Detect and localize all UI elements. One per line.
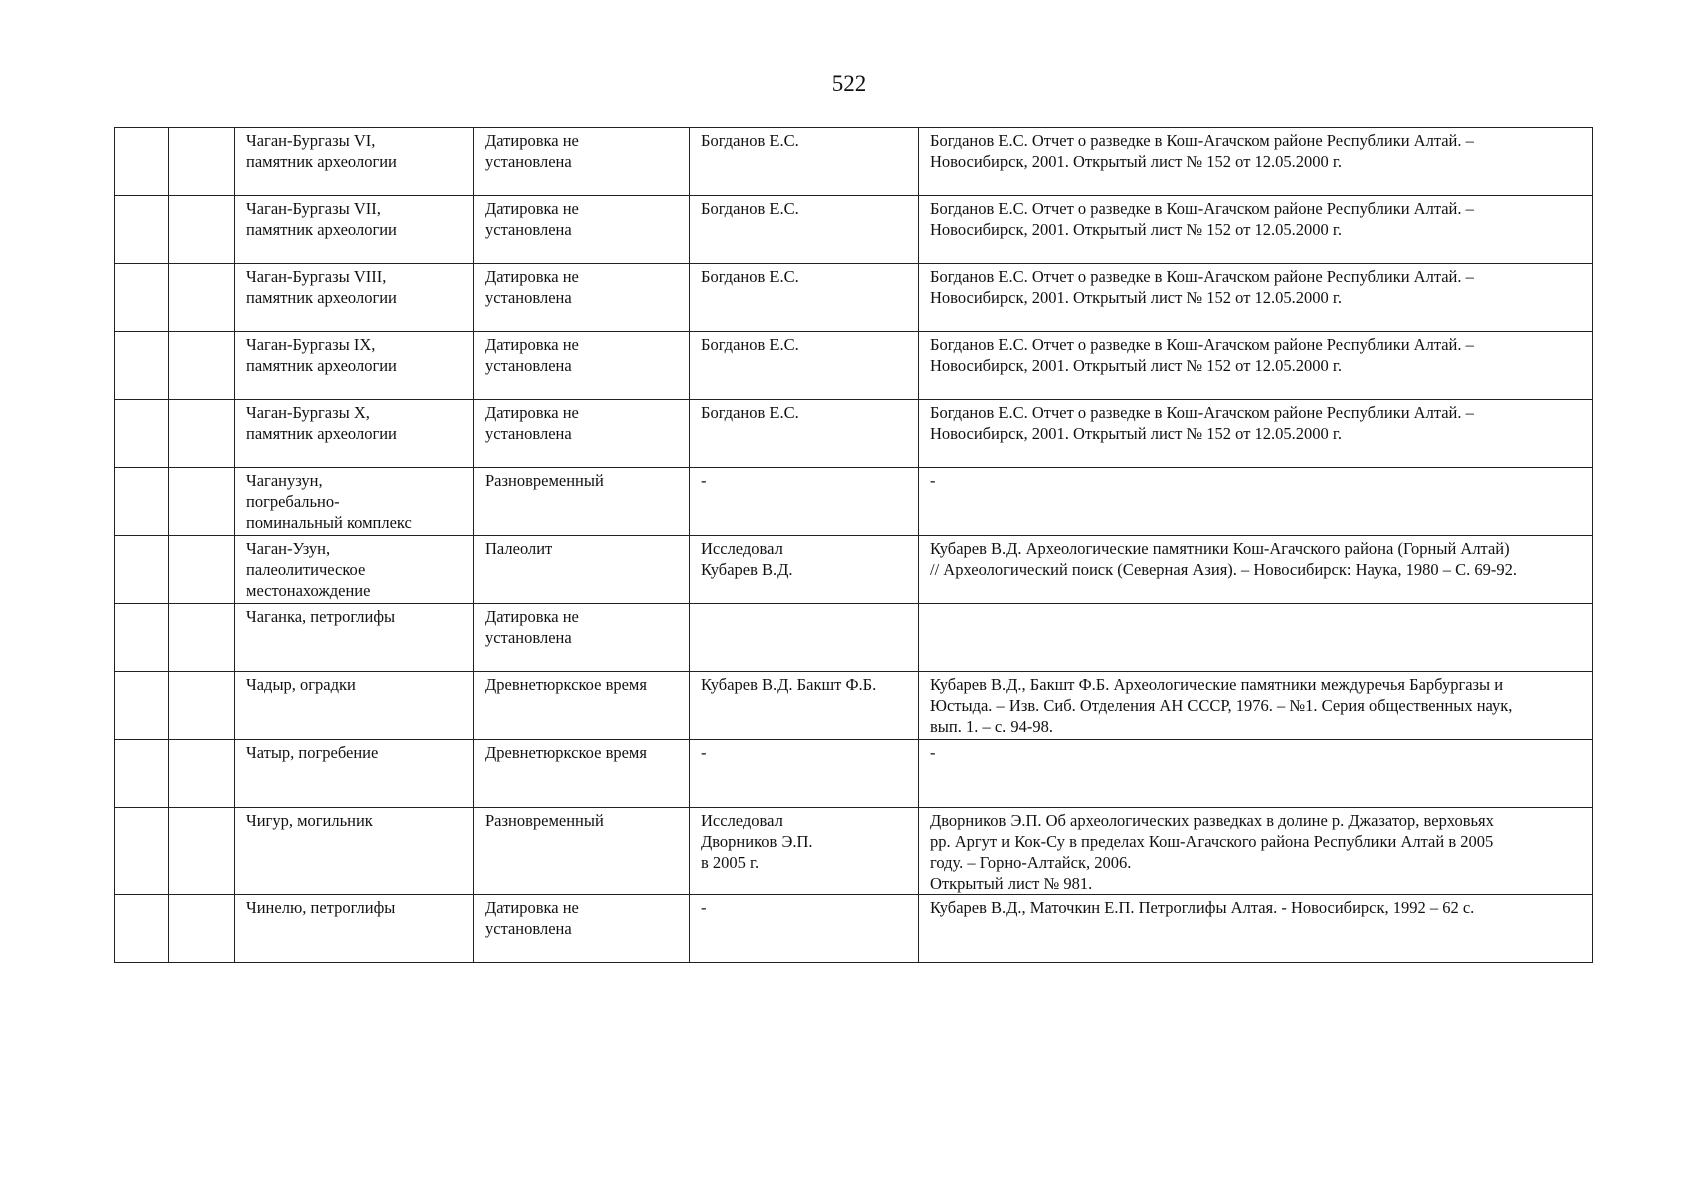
site-name-cell: Чинелю, петроглифы (235, 895, 474, 963)
number-cell (115, 332, 169, 400)
number-cell (115, 604, 169, 672)
table-row (115, 536, 1593, 604)
number-cell (115, 740, 169, 808)
dating-cell: Датировка не установлена (474, 895, 690, 963)
table-row (115, 895, 1593, 963)
source-cell: Дворников Э.П. Об археологических разведках в долине р. Джазатор, верховьях рр. Аргут и Кок-Су в пределах Кош-Агачского района Республики Алтай в 2005 году. – Горно-Алтайск, 2006. Открытый лист № 981. (919, 808, 1593, 895)
site-name-cell: Чаган-Бургазы IX, памятник археологии (235, 332, 474, 400)
table-row (115, 672, 1593, 740)
code-cell (169, 400, 235, 468)
number-cell (115, 468, 169, 536)
code-cell (169, 604, 235, 672)
number-cell (115, 536, 169, 604)
site-name-cell: Чаган-Бургазы X, памятник археологии (235, 400, 474, 468)
researcher-cell (690, 604, 919, 672)
site-name-cell: Чадыр, оградки (235, 672, 474, 740)
number-cell (115, 808, 169, 895)
code-cell (169, 128, 235, 196)
monuments-table (114, 127, 1593, 963)
source-cell: Богданов Е.С. Отчет о разведке в Кош-Агачском районе Республики Алтай. – Новосибирск, 2001. Открытый лист № 152 от 12.05.2000 г. (919, 400, 1593, 468)
source-cell: - (919, 740, 1593, 808)
code-cell (169, 808, 235, 895)
researcher-cell: - (690, 895, 919, 963)
source-cell: Кубарев В.Д. Археологические памятники Кош-Агачского района (Горный Алтай) // Археологический поиск (Северная Азия). – Новосибирск: Наука, 1980 – С. 69-92. (919, 536, 1593, 604)
dating-cell: Датировка не установлена (474, 128, 690, 196)
number-cell (115, 672, 169, 740)
table-row (115, 808, 1593, 895)
source-cell: Богданов Е.С. Отчет о разведке в Кош-Агачском районе Республики Алтай. – Новосибирск, 2001. Открытый лист № 152 от 12.05.2000 г. (919, 264, 1593, 332)
researcher-cell: Богданов Е.С. (690, 196, 919, 264)
monuments-table-body (115, 128, 1593, 963)
researcher-cell: - (690, 740, 919, 808)
dating-cell: Датировка не установлена (474, 332, 690, 400)
code-cell (169, 468, 235, 536)
source-cell: Богданов Е.С. Отчет о разведке в Кош-Агачском районе Республики Алтай. – Новосибирск, 2001. Открытый лист № 152 от 12.05.2000 г. (919, 332, 1593, 400)
table-row (115, 264, 1593, 332)
table-row (115, 332, 1593, 400)
researcher-cell: Кубарев В.Д. Бакшт Ф.Б. (690, 672, 919, 740)
source-cell: Богданов Е.С. Отчет о разведке в Кош-Агачском районе Республики Алтай. – Новосибирск, 2001. Открытый лист № 152 от 12.05.2000 г. (919, 128, 1593, 196)
number-cell (115, 264, 169, 332)
code-cell (169, 740, 235, 808)
researcher-cell: Богданов Е.С. (690, 400, 919, 468)
researcher-cell: Богданов Е.С. (690, 264, 919, 332)
code-cell (169, 672, 235, 740)
source-cell (919, 604, 1593, 672)
dating-cell: Древнетюркское время (474, 740, 690, 808)
number-cell (115, 400, 169, 468)
table-row (115, 468, 1593, 536)
number-cell (115, 895, 169, 963)
researcher-cell: Богданов Е.С. (690, 332, 919, 400)
site-name-cell: Чаган-Бургазы VI, памятник археологии (235, 128, 474, 196)
number-cell (115, 128, 169, 196)
source-cell: Кубарев В.Д., Бакшт Ф.Б. Археологические памятники междуречья Барбургазы и Юстыда. – Изв. Сиб. Отделения АН СССР, 1976. – №1. Серия общественных наук, вып. 1. – с. 94-98. (919, 672, 1593, 740)
dating-cell: Разновременный (474, 468, 690, 536)
table-row (115, 196, 1593, 264)
table-row (115, 604, 1593, 672)
site-name-cell: Чаганузун, погребально- поминальный комплекс (235, 468, 474, 536)
dating-cell: Древнетюркское время (474, 672, 690, 740)
dating-cell: Датировка не установлена (474, 264, 690, 332)
page-number: 522 (831, 71, 867, 96)
number-cell (115, 196, 169, 264)
researcher-cell: Исследовал Дворников Э.П. в 2005 г. (690, 808, 919, 895)
code-cell (169, 264, 235, 332)
code-cell (169, 196, 235, 264)
site-name-cell: Чаганка, петроглифы (235, 604, 474, 672)
code-cell (169, 536, 235, 604)
dating-cell: Датировка не установлена (474, 604, 690, 672)
dating-cell: Палеолит (474, 536, 690, 604)
table-row (115, 400, 1593, 468)
table-row (115, 740, 1593, 808)
site-name-cell: Чаган-Бургазы VIII, памятник археологии (235, 264, 474, 332)
table-row (115, 128, 1593, 196)
code-cell (169, 895, 235, 963)
code-cell (169, 332, 235, 400)
researcher-cell: Исследовал Кубарев В.Д. (690, 536, 919, 604)
source-cell: Кубарев В.Д., Маточкин Е.П. Петроглифы Алтая. - Новосибирск, 1992 – 62 с. (919, 895, 1593, 963)
site-name-cell: Чаган-Узун, палеолитическое местонахождение (235, 536, 474, 604)
site-name-cell: Чатыр, погребение (235, 740, 474, 808)
site-name-cell: Чаган-Бургазы VII, памятник археологии (235, 196, 474, 264)
source-cell: Богданов Е.С. Отчет о разведке в Кош-Агачском районе Республики Алтай. – Новосибирск, 2001. Открытый лист № 152 от 12.05.2000 г. (919, 196, 1593, 264)
dating-cell: Датировка не установлена (474, 196, 690, 264)
researcher-cell: Богданов Е.С. (690, 128, 919, 196)
site-name-cell: Чигур, могильник (235, 808, 474, 895)
source-cell: - (919, 468, 1593, 536)
researcher-cell: - (690, 468, 919, 536)
dating-cell: Разновременный (474, 808, 690, 895)
dating-cell: Датировка не установлена (474, 400, 690, 468)
